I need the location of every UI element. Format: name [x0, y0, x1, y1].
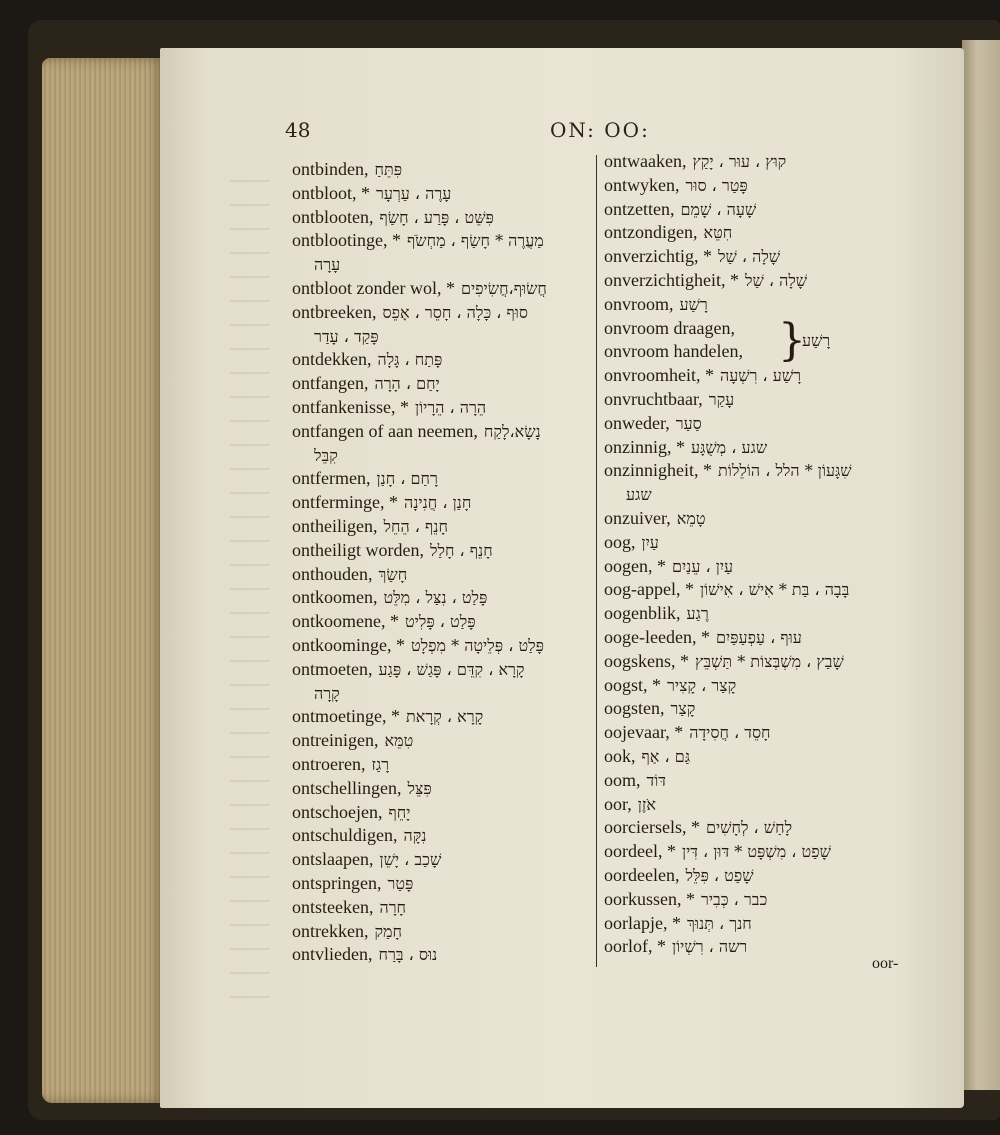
- entry-lemma: onzinnig, *: [604, 436, 685, 457]
- entry-lemma: ontroeren,: [292, 753, 366, 774]
- entry-lemma: ontbloot, *: [292, 182, 371, 203]
- dictionary-entry: [292, 420, 602, 444]
- entry-lemma: onvroomheit, *: [604, 365, 714, 386]
- entry-hebrew-gloss: פָּטַר: [387, 873, 414, 893]
- right-column: [604, 150, 914, 959]
- entry-lemma: onthouden,: [292, 563, 373, 584]
- dictionary-entry: [604, 150, 914, 174]
- entry-hebrew-gloss: אֹזֶן: [637, 794, 656, 814]
- entry-hebrew-gloss: חָרָה: [379, 897, 407, 917]
- entry-hebrew-gloss: חִטֵּא: [703, 223, 733, 243]
- entry-hebrew-gloss: רָגַז: [371, 754, 390, 774]
- entry-lemma: onvroom draagen,: [604, 317, 735, 338]
- dictionary-entry: [604, 459, 914, 483]
- entry-hebrew-gloss: נָשָׂא،לָקַח: [483, 421, 541, 441]
- entry-hebrew-gloss: קָרָה: [314, 683, 340, 703]
- entry-hebrew-gloss: פִּשֵּׁט ، פָּרַע ، חָשַׂף: [379, 207, 494, 227]
- entry-lemma: oorkussen, *: [604, 888, 695, 909]
- entry-hebrew-gloss: גַּם ، אַף: [641, 746, 690, 766]
- entry-lemma: onvruchtbaar,: [604, 388, 703, 409]
- entry-lemma: onweder,: [604, 412, 670, 433]
- entry-lemma: ontbinden,: [292, 159, 369, 179]
- dictionary-entry: [604, 269, 914, 293]
- entry-lemma: ontwaaken,: [604, 151, 687, 171]
- entry-lemma: ontfankenisse, *: [292, 396, 409, 417]
- entry-hebrew-gloss: שָׁעָה ، שָׁמֵם: [680, 199, 757, 219]
- entry-lemma: ook,: [604, 745, 636, 766]
- entry-hebrew-gloss: עָקַר: [708, 389, 735, 409]
- dictionary-entry: [604, 412, 914, 436]
- entry-lemma: onvroom handelen,: [604, 341, 743, 362]
- entry-hebrew-gloss: קָרָא ، קִדֵּם ، פָּגַשׁ ، פָּגַע: [378, 659, 525, 679]
- entry-hebrew-gloss: רֶגַע: [686, 604, 709, 624]
- entry-lemma: oogsten,: [604, 698, 665, 719]
- entry-lemma: oorlof, *: [604, 936, 666, 957]
- dictionary-entry: [604, 816, 914, 840]
- entry-lemma: ontrekken,: [292, 920, 369, 941]
- dictionary-entry: [292, 277, 602, 301]
- entry-lemma: ontblootinge, *: [292, 230, 401, 251]
- entry-lemma: ontzetten,: [604, 198, 675, 219]
- entry-hebrew-gloss: קָרָא ، קְרָאת: [405, 707, 484, 727]
- dictionary-entry: [604, 697, 914, 721]
- entry-lemma: ontslaapen,: [292, 849, 374, 870]
- entry-hebrew-gloss: שָׁלָה ، שַׁל: [744, 270, 808, 290]
- dictionary-entry: [604, 221, 914, 245]
- entry-lemma: oordeel, *: [604, 841, 676, 862]
- entry-lemma: ontzondigen,: [604, 222, 698, 243]
- dictionary-entry: [604, 674, 914, 698]
- entry-hebrew-gloss: שגע: [626, 485, 652, 505]
- entry-lemma: ontblooten,: [292, 206, 374, 227]
- dictionary-entry: [292, 872, 602, 896]
- entry-hebrew-gloss: יָחֵף: [388, 802, 411, 822]
- dictionary-entry: [604, 198, 914, 222]
- dictionary-entry: [292, 586, 602, 610]
- entry-hebrew-gloss: פָּלַט ، פָּלִיט: [404, 612, 476, 632]
- dictionary-entry: [604, 340, 914, 364]
- entry-hebrew-gloss: קִבֵּל: [314, 445, 338, 465]
- dictionary-entry: [604, 483, 914, 507]
- entry-lemma: oogenblik,: [604, 603, 681, 624]
- entry-lemma: ontschuldigen,: [292, 825, 398, 846]
- entry-lemma: ontschoejen,: [292, 801, 383, 822]
- page-header: [285, 118, 685, 148]
- entry-lemma: ontdekken,: [292, 349, 372, 370]
- entry-hebrew-gloss: עוּף ، עַפְעַפַּיִם: [715, 627, 802, 647]
- entry-hebrew-gloss: חָשַׂךְ: [378, 564, 408, 584]
- dictionary-entry: [292, 182, 602, 206]
- dictionary-entry: [292, 705, 602, 729]
- entry-hebrew-gloss: קָצַר ، קָצִיר: [667, 675, 737, 695]
- entry-hebrew-gloss: שגע ، מְשֻׁגָּע: [691, 437, 768, 457]
- entry-lemma: ooge-leeden, *: [604, 626, 710, 647]
- dictionary-entry: [604, 650, 914, 674]
- entry-hebrew-gloss: רָשַׁע ، רִשְׁעָה: [720, 366, 802, 386]
- dictionary-entry: [292, 491, 602, 515]
- dictionary-entry: [604, 626, 914, 650]
- entry-lemma: onverzichtig, *: [604, 246, 712, 267]
- dictionary-entry: [604, 531, 914, 555]
- entry-hebrew-gloss: פָּתַח ، גָּלָה: [377, 350, 443, 370]
- entry-lemma: oogskens, *: [604, 650, 689, 671]
- dictionary-entry: [292, 515, 602, 539]
- brace-hebrew-gloss: רָשַׁע: [802, 330, 831, 350]
- dictionary-entry: [604, 935, 914, 959]
- dictionary-entry: [292, 920, 602, 944]
- entry-hebrew-gloss: פָּלַט ، פְּלֵיטָה * מִפְלָט: [411, 635, 544, 655]
- dictionary-entry: [292, 753, 602, 777]
- entry-hebrew-gloss: חָנַן ، חֲנִינָה: [403, 493, 472, 513]
- entry-lemma: ontheiligen,: [292, 515, 378, 536]
- dictionary-entry: [292, 896, 602, 920]
- entry-lemma: oogen, *: [604, 555, 666, 576]
- entry-hebrew-gloss: עַיִן ، עֵנַיִם: [672, 556, 734, 576]
- dictionary-entry: [604, 436, 914, 460]
- entry-hebrew-gloss: דּוֹד: [646, 770, 666, 790]
- entry-lemma: ontfermen,: [292, 468, 371, 489]
- dictionary-entry: [604, 174, 914, 198]
- dictionary-entry: [292, 563, 602, 587]
- dictionary-entry: [292, 444, 602, 468]
- entry-hebrew-gloss: בָּבָה ، בַּת * אִישׁ ، אִישׁוֹן: [699, 580, 850, 600]
- entry-hebrew-gloss: רָחַם ، חָנַן: [376, 469, 438, 489]
- dictionary-entry: [292, 943, 602, 967]
- dictionary-entry: [604, 578, 914, 602]
- entry-lemma: ontwyken,: [604, 174, 680, 195]
- entry-hebrew-gloss: חָנֵף ، הֵחֵל: [383, 516, 448, 536]
- dictionary-entry: [604, 888, 914, 912]
- entry-lemma: ontkoomene, *: [292, 611, 399, 632]
- dictionary-entry: [604, 364, 914, 388]
- dictionary-entry: [604, 745, 914, 769]
- entry-lemma: onzuiver,: [604, 507, 671, 528]
- entry-hebrew-gloss: כבר ، כְּבִיר: [701, 889, 768, 909]
- entry-lemma: ontschellingen,: [292, 777, 402, 798]
- dictionary-entry: [604, 293, 914, 317]
- entry-hebrew-gloss: שָׁלָה ، שַׁל: [717, 247, 781, 267]
- entry-lemma: ontkoomen,: [292, 587, 378, 608]
- dictionary-entry: [292, 610, 602, 634]
- dictionary-entry: [292, 372, 602, 396]
- entry-hebrew-gloss: נִקָּה: [403, 826, 427, 846]
- entry-hebrew-gloss: שָׁפַט ، פִּלֵּל: [685, 865, 754, 885]
- entry-lemma: ontreinigen,: [292, 730, 379, 751]
- entry-lemma: ontvlieden,: [292, 944, 373, 965]
- dictionary-entry: [292, 325, 602, 349]
- dictionary-entry: [292, 253, 602, 277]
- entry-lemma: ontspringen,: [292, 872, 382, 893]
- entry-hebrew-gloss: עַיִן: [641, 532, 659, 552]
- dictionary-entry: [292, 729, 602, 753]
- dictionary-entry: [292, 396, 602, 420]
- entry-lemma: onzinnigheit, *: [604, 460, 712, 481]
- entry-lemma: ontferminge, *: [292, 492, 398, 513]
- entry-lemma: ontbreeken,: [292, 301, 377, 322]
- entry-hebrew-gloss: שָׁפַט ، מִשְׁפָּט * דּוּן ، דִּין: [681, 842, 831, 862]
- entry-hebrew-gloss: קָצַר: [670, 699, 696, 719]
- entry-hebrew-gloss: סַעַר: [675, 413, 702, 433]
- dictionary-entry: [292, 824, 602, 848]
- entry-lemma: ontmoetinge, *: [292, 706, 400, 727]
- dictionary-entry: [292, 158, 602, 182]
- entry-hebrew-gloss: רשה ، רִשְׁיוֹן: [672, 937, 748, 957]
- entry-lemma: oom,: [604, 769, 641, 790]
- entry-hebrew-gloss: מַעֲרֶה * חָשַׂף ، מַחְשֹׂף: [407, 231, 544, 251]
- dictionary-entry: [604, 555, 914, 579]
- dictionary-entry: [292, 848, 602, 872]
- dictionary-entry: [604, 245, 914, 269]
- entry-hebrew-gloss: שִׁגָּעוֹן * הלל ، הוֹלֵלוֹת: [717, 461, 852, 481]
- show-through-texture: [230, 180, 270, 1000]
- entry-lemma: oordeelen,: [604, 864, 680, 885]
- dictionary-entry: [292, 467, 602, 491]
- entry-hebrew-gloss: פָּקַד ، עָדַר: [314, 326, 379, 346]
- entry-hebrew-gloss: קוּץ ، עוּר ، יָקַץ: [692, 152, 787, 171]
- entry-lemma: oorlapje, *: [604, 912, 681, 933]
- entry-hebrew-gloss: פִּתֵּחַ: [374, 160, 403, 179]
- dictionary-entry: [292, 634, 602, 658]
- dictionary-entry: [604, 507, 914, 531]
- dictionary-entry: [292, 348, 602, 372]
- dictionary-entry: [604, 602, 914, 626]
- page-edges: [42, 58, 164, 1103]
- entry-lemma: onverzichtigheit, *: [604, 269, 739, 290]
- entry-hebrew-gloss: שָׁבַץ ، מִשְׁבְּצוֹת * תַּשְׁבֵּץ: [695, 651, 844, 671]
- dictionary-entry: [604, 864, 914, 888]
- dictionary-entry: [292, 229, 602, 253]
- entry-lemma: onvroom,: [604, 293, 674, 314]
- entry-hebrew-gloss: רָשַׁע: [679, 294, 708, 314]
- dictionary-entry: [604, 769, 914, 793]
- entry-hebrew-gloss: חָסֵד ، חֲסִידָה: [689, 723, 771, 743]
- entry-lemma: oorciersels, *: [604, 817, 700, 838]
- entry-hebrew-gloss: סוּף ، כָּלָה ، חָסֵר ، אָפֵס: [382, 302, 528, 322]
- entry-hebrew-gloss: פָּלַט ، נִצַּל ، מִלֵּט: [383, 588, 488, 608]
- entry-hebrew-gloss: הֵרָה ، הֵרָיוֹן: [414, 397, 487, 417]
- entry-lemma: oog,: [604, 531, 636, 552]
- page-number: 48: [285, 118, 311, 142]
- entry-hebrew-gloss: טִמֵּא: [384, 731, 414, 751]
- dictionary-entry: [292, 801, 602, 825]
- entry-hebrew-gloss: נוּס ، בָּרַח: [378, 945, 438, 965]
- entry-hebrew-gloss: יָחַם ، הָרָה: [374, 374, 440, 394]
- grouping-brace: }: [778, 314, 806, 366]
- entry-hebrew-gloss: חנך ، תְּנוּךְ: [686, 913, 752, 933]
- entry-lemma: oojevaar, *: [604, 722, 684, 743]
- dictionary-entry: [604, 388, 914, 412]
- entry-lemma: ontfangen,: [292, 373, 369, 394]
- entry-lemma: ontmoeten,: [292, 658, 373, 679]
- facing-page-edge: [962, 40, 1000, 1090]
- dictionary-entry: [604, 793, 914, 817]
- entry-hebrew-gloss: טָמֵא: [676, 508, 706, 528]
- entry-hebrew-gloss: שָׁכַב ، יָשֵׁן: [379, 850, 442, 870]
- entry-hebrew-gloss: פִּצֵּל: [407, 778, 432, 798]
- entry-hebrew-gloss: חֲשׂוּף،חֲשִׂיפִים: [460, 278, 547, 298]
- entry-hebrew-gloss: עָרָה: [314, 255, 341, 275]
- signature-mark: ON: OO:: [550, 118, 650, 142]
- dictionary-entry: [292, 539, 602, 563]
- dictionary-entry: [292, 658, 602, 682]
- entry-lemma: oor,: [604, 793, 632, 814]
- entry-lemma: ontheiligt worden,: [292, 539, 424, 560]
- entry-hebrew-gloss: חָנֵף ، חָלַל: [429, 540, 493, 560]
- entry-hebrew-gloss: פָּטַר ، סוּר: [685, 175, 748, 195]
- entry-lemma: ontbloot zonder wol, *: [292, 277, 455, 298]
- left-column: [292, 158, 602, 967]
- dictionary-entry: [604, 840, 914, 864]
- dictionary-entry: [292, 777, 602, 801]
- dictionary-entry: [292, 301, 602, 325]
- dictionary-entry: [292, 206, 602, 230]
- column-rule: [596, 155, 597, 967]
- entry-hebrew-gloss: לָחַשׁ ، לְחָשִׁים: [705, 818, 793, 838]
- entry-lemma: oog-appel, *: [604, 579, 694, 600]
- entry-lemma: ontkoominge, *: [292, 634, 405, 655]
- entry-hebrew-gloss: עָרֶה ، עַרְעָר: [376, 183, 452, 203]
- dictionary-entry: [292, 682, 602, 706]
- entry-hebrew-gloss: חָמַק: [374, 921, 402, 941]
- entry-lemma: oogst, *: [604, 674, 662, 695]
- dictionary-entry: [604, 721, 914, 745]
- entry-lemma: ontfangen of aan neemen,: [292, 420, 478, 441]
- entry-lemma: ontsteeken,: [292, 896, 374, 917]
- catchword: oor-: [872, 955, 899, 972]
- dictionary-entry: [604, 912, 914, 936]
